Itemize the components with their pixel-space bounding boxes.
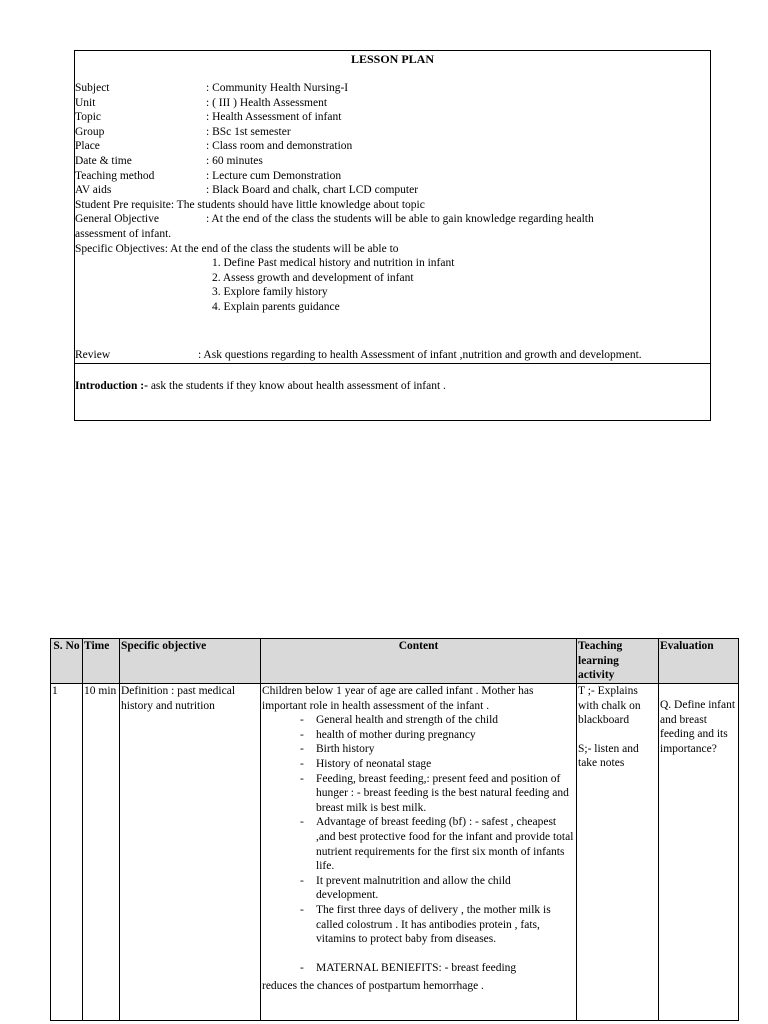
field-label: Group [75, 125, 105, 138]
field-subject [75, 81, 710, 96]
field-value: : Community Health Nursing-I [206, 82, 349, 94]
introduction [75, 379, 446, 394]
field-value: : BSc 1st semester [206, 125, 291, 138]
general-objective-cont: assessment of infant. [75, 227, 172, 240]
field-value: : 60 minutes [206, 154, 263, 167]
field-label: Teaching method [75, 169, 155, 182]
field-value: : Class room and demonstration [206, 140, 353, 153]
cell-evaluation: Q. Define infant and breast feeding and its importance? [659, 684, 739, 1021]
field-teaching-method [75, 169, 710, 184]
list-item: 4. Explain parents guidance [212, 300, 340, 313]
review [75, 348, 642, 363]
cell-time: 10 min [83, 684, 120, 1021]
field-label: Place [75, 140, 100, 153]
teaching-s: S;- listen and take notes [578, 742, 639, 770]
list-item: - It prevent malnutrition and allow the child development. [300, 874, 575, 903]
prerequisite: Student Pre requisite: The students should have little knowledge about topic [75, 198, 425, 211]
cell-teaching-activity [577, 684, 659, 1021]
general-objective [75, 212, 710, 227]
field-topic [75, 110, 710, 125]
content-tail: reduces the chances of postpartum hemorrhage . [262, 980, 484, 993]
intro-text: ask the students if they know about health assessment of infant . [147, 380, 446, 392]
table-header-row [51, 639, 739, 684]
table-row [51, 684, 739, 1021]
review-text: : Ask questions regarding to health Assessment of infant ,nutrition and growth and development. [198, 349, 642, 361]
cell-objective: Definition : past medical history and nutrition [120, 684, 261, 1021]
header-sno: S. No [51, 639, 83, 684]
field-label: Date & time [75, 154, 132, 167]
specific-objectives-intro: Specific Objectives: At the end of the class the students will be able to [75, 242, 399, 255]
list-item: - health of mother during pregnancy [300, 728, 575, 743]
teaching-t: T ;- Explains with chalk on blackboard [578, 685, 641, 727]
header-specific-objective: Specific objective [120, 639, 261, 684]
intro-label: Introduction :- [75, 380, 148, 392]
field-date-time [75, 154, 710, 169]
field-group [75, 125, 710, 140]
field-av-aids [75, 183, 710, 198]
field-label: Topic [75, 111, 102, 124]
field-value: : At the end of the class the students will be able to gain knowledge regarding health [206, 213, 594, 226]
field-unit [75, 96, 710, 111]
list-item: - Advantage of breast feeding (bf) : - safest , cheapest ,and best protective food for the infant and provide total nutrient requirements for the first six month of infants life. [300, 815, 575, 873]
cell-sno: 1 [51, 684, 83, 1021]
field-value: : Health Assessment of infant [206, 111, 342, 124]
field-label: AV aids [75, 184, 112, 197]
header-evaluation: Evaluation [659, 639, 739, 684]
review-label: Review [75, 349, 111, 361]
header-time: Time [83, 639, 120, 684]
content-intro: Children below 1 year of age are called infant . Mother has important role in health assessment of the infant . [262, 685, 534, 712]
field-label: General Objective [75, 213, 159, 226]
field-place [75, 139, 710, 154]
lesson-plan-box [74, 50, 711, 421]
field-value: : Lecture cum Demonstration [206, 169, 342, 182]
divider [75, 363, 710, 364]
list-item: - History of neonatal stage [300, 757, 575, 772]
header-teaching-activity: Teaching learning activity [577, 639, 659, 684]
list-item: 1. Define Past medical history and nutrition in infant [212, 257, 455, 270]
list-item: 3. Explore family history [212, 286, 328, 299]
list-item: - The first three days of delivery , the mother milk is called colostrum . It has antibodies protein , fats, vitamins to protect baby from diseases. [300, 903, 575, 947]
list-item: - General health and strength of the child [300, 713, 575, 728]
list-item: - Feeding, breast feeding,: present feed and position of hunger : - breast feeding is the best natural feeding and breast milk is best milk. [300, 772, 575, 816]
list-item: - Birth history [300, 742, 575, 757]
list-item: 2. Assess growth and development of infant [212, 271, 414, 284]
field-value: : ( III ) Health Assessment [206, 96, 328, 109]
lesson-plan-fields [75, 81, 710, 315]
field-label: Unit [75, 96, 96, 109]
field-value: : Black Board and chalk, chart LCD computer [206, 184, 419, 197]
content-list [262, 713, 575, 975]
field-label: Subject [75, 82, 110, 94]
specific-objectives-list [75, 256, 710, 314]
list-item: - MATERNAL BENIEFITS: - breast feeding [300, 961, 575, 976]
lesson-plan-title: LESSON PLAN [350, 52, 435, 66]
lesson-table [50, 638, 739, 1021]
cell-content [261, 684, 577, 1021]
header-content: Content [261, 639, 577, 684]
